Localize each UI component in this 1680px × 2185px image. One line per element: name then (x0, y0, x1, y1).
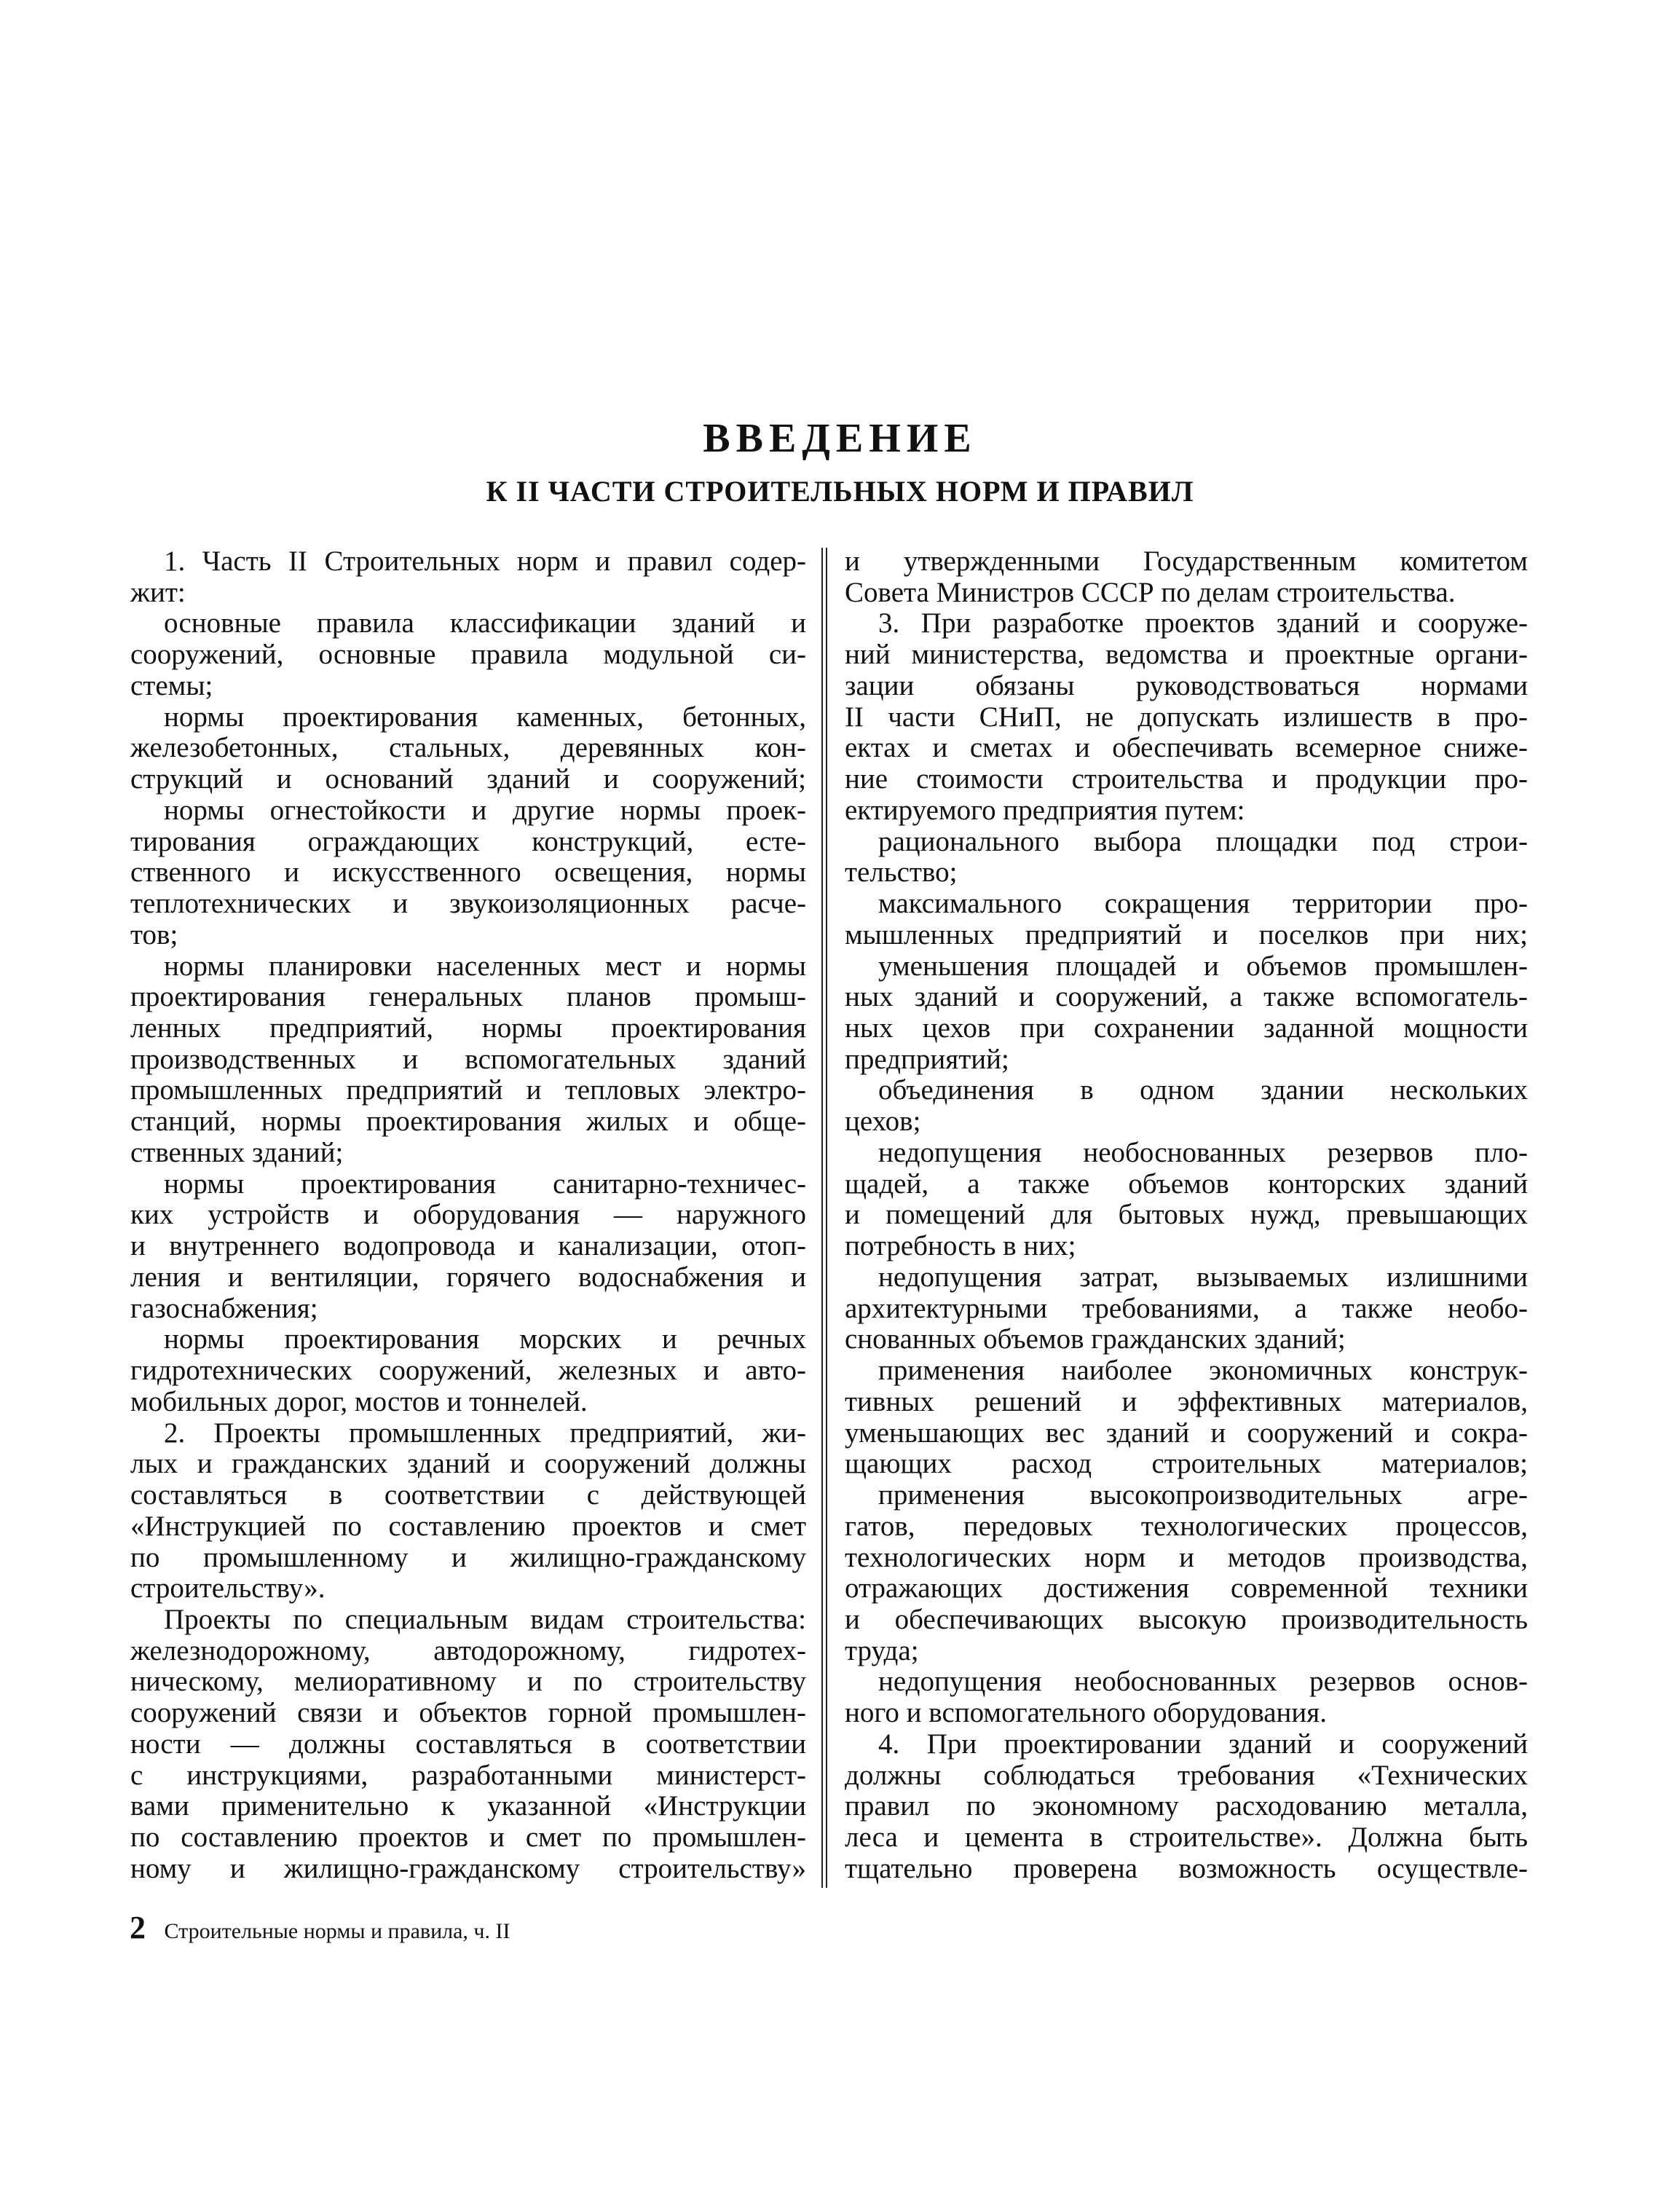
text-line: 1. Часть II Строительных норм и правил содер- (164, 546, 806, 577)
text-line: гатов, передовых технологических процессов, (845, 1510, 1528, 1542)
text-line: тельство; (845, 857, 958, 889)
text-line: ного и вспомогательного оборудования. (845, 1697, 1327, 1729)
text-line: рационального выбора площадки под строи- (878, 825, 1528, 857)
text-line: архитектурными требованиями, а также необо- (845, 1292, 1528, 1324)
text-line: и помещений для бытовых нужд, превышающих (845, 1199, 1528, 1231)
paragraph (845, 889, 1528, 950)
text-line: щадей, а также объемов конторских зданий (845, 1168, 1528, 1200)
paragraph (845, 1262, 1528, 1355)
text-line: нормы огнестойкости и другие нормы проек- (164, 794, 806, 826)
paragraph (845, 951, 1528, 1076)
text-line: снованных объемов гражданских зданий; (845, 1323, 1346, 1355)
text-line: и утвержденными Государственным комитетом (845, 546, 1528, 577)
paragraph (845, 1355, 1528, 1480)
text-line: тов; (130, 918, 178, 950)
text-line: тивных решений и эффективных материалов, (845, 1385, 1528, 1417)
left-column (130, 546, 806, 1885)
text-line: и внутреннего водопровода и канализации, отоп- (130, 1230, 806, 1262)
text-line: газоснабжения; (130, 1292, 318, 1324)
text-line: ких устройств и оборудования — наружного (130, 1199, 806, 1231)
text-line: нормы проектирования санитарно-техничес- (164, 1168, 806, 1200)
text-line: леса и цемента в строительстве». Должна быть (845, 1822, 1528, 1854)
text-line: правил по экономному расходованию металла, (845, 1790, 1528, 1822)
text-line: недопущения необоснованных резервов пло- (878, 1136, 1528, 1168)
text-line: 4. При проектировании зданий и сооружений (878, 1728, 1528, 1760)
right-column (845, 546, 1528, 1885)
text-line: предприятий; (845, 1043, 1009, 1075)
page-number: 2 (130, 1910, 146, 1945)
paragraph (130, 608, 806, 701)
paragraph (845, 546, 1528, 608)
text-line: ственного и искусственного освещения, нормы (130, 857, 806, 889)
paragraph (130, 1418, 806, 1605)
text-line: вами применительно к указанной «Инструкции (130, 1790, 806, 1822)
text-line: применения высокопроизводительных агре- (878, 1479, 1528, 1511)
text-line: ному и жилищно-гражданскому строительству» (130, 1852, 806, 1884)
text-line: железнодорожному, автодорожному, гидротех- (130, 1634, 806, 1666)
text-line: ектах и сметах и обеспечивать всемерное сниже- (845, 732, 1528, 764)
text-line: недопущения необоснованных резервов основ- (878, 1666, 1528, 1698)
text-line: основные правила классификации зданий и (164, 607, 806, 639)
text-line: ние стоимости строительства и продукции про- (845, 763, 1528, 795)
paragraph (130, 795, 806, 951)
text-line: должны соблюдаться требования «Технических (845, 1759, 1528, 1791)
text-line: с инструкциями, разработанными министерст- (130, 1759, 806, 1791)
text-line: железобетонных, стальных, деревянных кон- (130, 732, 806, 764)
text-line: мышленных предприятий и поселков при них; (845, 918, 1528, 950)
paragraph (845, 1666, 1528, 1728)
paragraph (130, 546, 806, 608)
running-title: Строительные нормы и правила, ч. II (164, 1919, 510, 1943)
paragraph (130, 702, 806, 795)
text-line: 3. При разработке проектов зданий и сооруже- (878, 607, 1528, 639)
text-line: мобильных дорог, мостов и тоннелей. (130, 1385, 588, 1417)
text-line: ленных предприятий, нормы проектирования (130, 1012, 806, 1044)
text-line: производственных и вспомогательных зданий (130, 1043, 806, 1075)
text-line: 2. Проекты промышленных предприятий, жи- (164, 1417, 806, 1449)
text-line: ления и вентиляции, горячего водоснабжения и (130, 1261, 806, 1293)
text-line: технологических норм и методов производства, (845, 1541, 1528, 1573)
paragraph (130, 951, 806, 1169)
text-line: нормы планировки населенных мест и нормы (164, 950, 806, 982)
paragraph (845, 1075, 1528, 1137)
paragraph (130, 1169, 806, 1325)
page-title: ВВЕДЕНИЕ (703, 416, 977, 461)
text-line: ний министерства, ведомства и проектные органи- (845, 639, 1528, 671)
text-line: «Инструкцией по составлению проектов и смет (130, 1510, 806, 1542)
text-line: уменьшающих вес зданий и сооружений и сокра- (845, 1417, 1528, 1449)
text-line: составляться в соответствии с действующей (130, 1479, 806, 1511)
text-line: отражающих достижения современной техники (845, 1572, 1528, 1605)
text-line: станций, нормы проектирования жилых и обще- (130, 1106, 806, 1138)
text-line: ных цехов при сохранении заданной мощности (845, 1012, 1528, 1044)
text-line: зации обязаны руководствоваться нормами (845, 669, 1528, 701)
text-line: струкций и оснований зданий и сооружений; (130, 763, 806, 795)
text-line: объединения в одном здании нескольких (878, 1074, 1528, 1106)
text-line: ности — должны составляться в соответствии (130, 1728, 806, 1760)
text-line: строительству». (130, 1572, 326, 1605)
text-line: по промышленному и жилищно-гражданскому (130, 1541, 806, 1573)
text-line: ственных зданий; (130, 1136, 344, 1168)
paragraph (845, 1729, 1528, 1885)
text-line: недопущения затрат, вызываемых излишними (878, 1261, 1528, 1293)
paragraph (130, 1605, 806, 1885)
text-line: стемы; (130, 669, 213, 701)
text-line: максимального сокращения территории про- (878, 888, 1528, 920)
text-line: по составлению проектов и смет по промышлен- (130, 1822, 806, 1854)
text-line: жит: (130, 576, 186, 608)
paragraph (130, 1324, 806, 1417)
text-line: щающих расход строительных материалов; (845, 1448, 1528, 1480)
text-line: Проекты по специальным видам строительства: (164, 1603, 806, 1635)
text-line: сооружений, основные правила модульной си- (130, 639, 806, 671)
text-line: промышленных предприятий и тепловых электро- (130, 1074, 806, 1106)
text-line: нормы проектирования морских и речных (164, 1323, 806, 1355)
paragraph (845, 608, 1528, 826)
column-divider (821, 548, 827, 1888)
text-line: цехов; (845, 1106, 921, 1138)
text-line: сооружений связи и объектов горной промышлен- (130, 1697, 806, 1729)
text-line: ническому, мелиоративному и по строительству (130, 1666, 806, 1698)
text-line: проектирования генеральных планов промыш- (130, 981, 806, 1013)
text-line: ных зданий и сооружений, а также вспомогатель- (845, 981, 1528, 1013)
text-line: применения наиболее экономичных конструк- (878, 1355, 1528, 1387)
text-line: лых и гражданских зданий и сооружений должны (130, 1448, 806, 1480)
text-line: потребность в них; (845, 1230, 1076, 1262)
text-line: тщательно проверена возможность осуществле- (845, 1852, 1528, 1884)
paragraph (845, 1138, 1528, 1262)
text-line: нормы проектирования каменных, бетонных, (164, 701, 806, 733)
text-line: труда; (845, 1634, 919, 1666)
text-line: Совета Министров СССР по делам строительства. (845, 576, 1456, 608)
text-line: и обеспечивающих высокую производительность (845, 1603, 1528, 1635)
page-subtitle: К II ЧАСТИ СТРОИТЕЛЬНЫХ НОРМ И ПРАВИЛ (486, 475, 1194, 508)
text-line: гидротехнических сооружений, железных и авто- (130, 1355, 806, 1387)
page-footer (130, 1910, 510, 1950)
paragraph (845, 827, 1528, 889)
text-line: ектируемого предприятия путем: (845, 794, 1245, 826)
text-line: уменьшения площадей и объемов промышлен- (878, 950, 1528, 982)
text-line: II части СНиП, не допускать излишеств в про- (845, 701, 1528, 733)
text-line: теплотехнических и звукоизоляционных расче- (130, 888, 806, 920)
text-line: тирования ограждающих конструкций, есте- (130, 825, 806, 857)
paragraph (845, 1480, 1528, 1666)
